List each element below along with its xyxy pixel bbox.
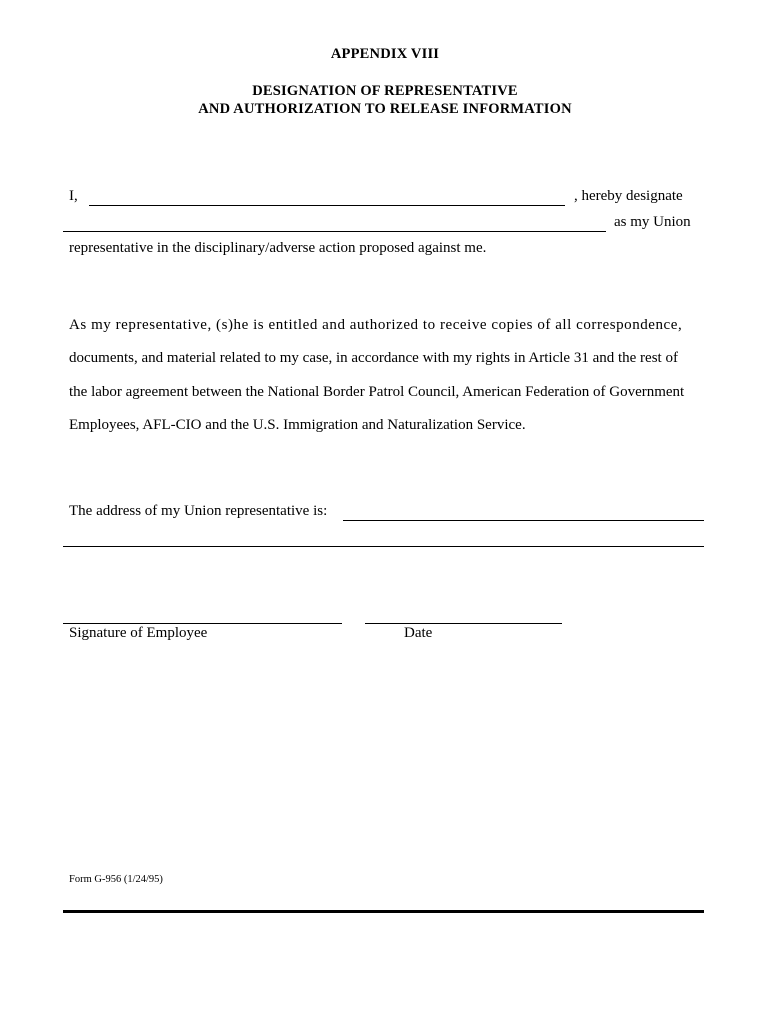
authorization-line-1: As my representative, (s)he is entitled and authorized to receive copies of all correspondence, bbox=[69, 317, 683, 333]
address-field-line1[interactable] bbox=[343, 520, 704, 521]
footer-rule bbox=[63, 910, 704, 913]
signature-label: Signature of Employee bbox=[69, 625, 208, 641]
representative-name-field[interactable] bbox=[63, 231, 606, 232]
signature-field[interactable] bbox=[63, 623, 342, 624]
authorization-line-4: Employees, AFL-CIO and the U.S. Immigration and Naturalization Service. bbox=[69, 417, 526, 433]
document-title-line2: AND AUTHORIZATION TO RELEASE INFORMATION bbox=[198, 101, 572, 117]
authorization-line-2: documents, and material related to my case, in accordance with my rights in Article 31 and the rest of bbox=[69, 350, 678, 366]
employee-name-field[interactable] bbox=[89, 205, 565, 206]
address-field-line2[interactable] bbox=[63, 546, 704, 547]
document-title-line1: DESIGNATION OF REPRESENTATIVE bbox=[252, 83, 518, 99]
address-label: The address of my Union representative is: bbox=[69, 503, 328, 519]
date-field[interactable] bbox=[365, 623, 562, 624]
date-label: Date bbox=[404, 625, 433, 641]
authorization-line-3: the labor agreement between the National Border Patrol Council, American Federation of Government bbox=[69, 384, 685, 400]
appendix-title: APPENDIX VIII bbox=[330, 46, 440, 62]
designation-prefix: I, bbox=[69, 188, 78, 204]
form-number: Form G-956 (1/24/95) bbox=[69, 874, 163, 885]
designation-line2-suffix: as my Union bbox=[614, 214, 691, 230]
designation-suffix: , hereby designate bbox=[574, 188, 683, 204]
designation-line3: representative in the disciplinary/adverse action proposed against me. bbox=[69, 240, 487, 256]
